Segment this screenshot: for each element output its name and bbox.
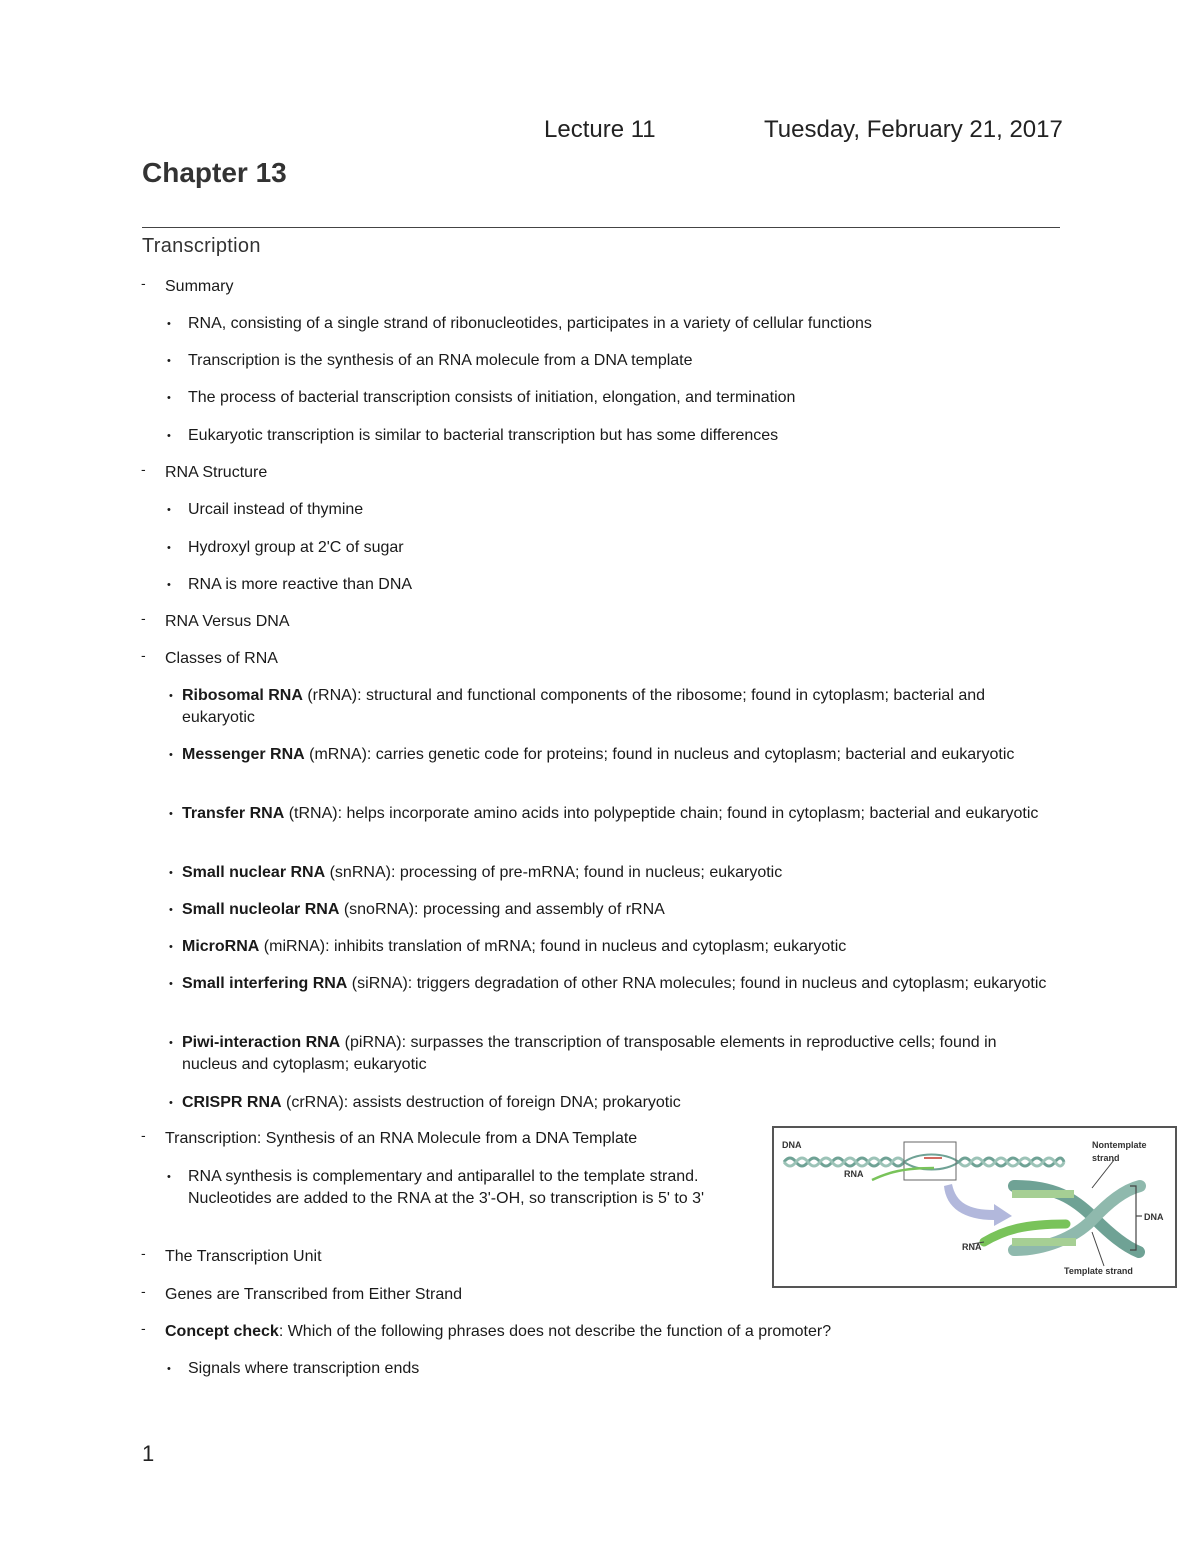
figure-label-dna: DNA — [782, 1140, 802, 1150]
heading-text: RNA Versus DNA — [165, 613, 290, 630]
bullet-marker: • — [169, 690, 173, 702]
bullet-marker: • — [167, 355, 171, 367]
rna-class-name: Messenger RNA — [182, 746, 305, 763]
list-item — [169, 1092, 1052, 1114]
bullet-marker: • — [167, 318, 171, 330]
transcription-figure — [772, 1126, 1177, 1288]
outline-heading-summary — [141, 275, 234, 298]
bullet-marker: • — [169, 978, 173, 990]
rna-class-name: CRISPR RNA — [182, 1094, 282, 1111]
zoom-arrow — [944, 1184, 1012, 1226]
bullet-marker: • — [167, 1171, 171, 1183]
rna-class-name: Piwi-interaction RNA — [182, 1034, 341, 1051]
figure-label-dna-right: DNA — [1144, 1212, 1164, 1222]
rna-class-description: (siRNA): triggers degradation of other RNA molecules; found in nucleus and cytoplasm; eukaryotic — [347, 975, 1047, 992]
list-item-text: RNA is more reactive than DNA — [188, 576, 413, 593]
list-item-text: Eukaryotic transcription is similar to bacterial transcription but has some differences — [188, 427, 779, 444]
transcription-diagram — [774, 1128, 1175, 1286]
outline-heading-concept-check — [141, 1320, 832, 1343]
rna-class-name: Small interfering RNA — [182, 975, 348, 992]
list-item-text: Hydroxyl group at 2'C of sugar — [188, 539, 404, 556]
heading-text: Transcription: Synthesis of an RNA Molecule from a DNA Template — [165, 1130, 638, 1147]
section-title: Transcription — [142, 235, 261, 257]
bullet-marker: • — [167, 542, 171, 554]
list-item-text: RNA synthesis is complementary and antiparallel to the template strand. Nucleotides are added to the RNA at the 3'-OH, so transcription is 5' to 3' — [188, 1168, 705, 1207]
heading-text: RNA Structure — [165, 464, 268, 481]
rna-class-description: (snRNA): processing of pre-mRNA; found in nucleus; eukaryotic — [325, 864, 783, 881]
list-item-text: RNA, consisting of a single strand of ribonucleotides, participates in a variety of cellular functions — [188, 315, 872, 332]
figure-label-rna-large: RNA — [962, 1242, 982, 1252]
rna-class-description: (rRNA): structural and functional components of the ribosome; found in cytoplasm; bacterial and eukaryotic — [182, 687, 986, 726]
bullet-marker: • — [167, 504, 171, 516]
rna-class-description: (miRNA): inhibits translation of mRNA; found in nucleus and cytoplasm; eukaryotic — [259, 938, 847, 955]
heading-text: The Transcription Unit — [165, 1248, 322, 1265]
list-item-text: Urcail instead of thymine — [188, 501, 364, 518]
dash-marker: - — [141, 610, 146, 626]
list-item — [169, 862, 1052, 884]
dash-marker: - — [141, 275, 146, 291]
dash-marker: - — [141, 647, 146, 663]
outline-heading-classes-of-rna — [141, 647, 278, 670]
nucleotide-row — [1012, 1238, 1076, 1246]
list-item — [169, 973, 1052, 995]
list-item — [169, 744, 1052, 766]
list-item-text: The process of bacterial transcription consists of initiation, elongation, and termination — [188, 389, 796, 406]
rna-class-name: Small nucleolar RNA — [182, 901, 340, 918]
figure-label-strand: strand — [1092, 1153, 1120, 1163]
list-item — [167, 387, 796, 409]
bullet-marker: • — [167, 1363, 171, 1375]
dash-marker: - — [141, 1245, 146, 1261]
figure-label-rna-small: RNA — [844, 1169, 864, 1179]
bullet-marker: • — [169, 808, 173, 820]
list-item — [167, 425, 779, 447]
heading-text: Summary — [165, 278, 234, 295]
outline-heading-transcription-unit — [141, 1245, 322, 1268]
rna-class-description: (mRNA): carries genetic code for proteins; found in nucleus and cytoplasm; bacterial and eukaryotic — [304, 746, 1015, 763]
list-item — [167, 350, 693, 372]
outline-heading-synthesis — [141, 1127, 638, 1150]
list-item — [167, 537, 404, 559]
rna-class-description: (crRNA): assists destruction of foreign DNA; prokaryotic — [281, 1094, 681, 1111]
leader-line — [1092, 1232, 1104, 1266]
bullet-marker: • — [169, 1097, 173, 1109]
bullet-marker: • — [169, 749, 173, 761]
list-item-text: Transcription is the synthesis of an RNA molecule from a DNA template — [188, 352, 693, 369]
outline-heading-rna-structure — [141, 461, 268, 484]
leader-line — [1092, 1160, 1114, 1188]
list-item — [169, 899, 1052, 921]
list-item-text: Signals where transcription ends — [188, 1360, 420, 1377]
bullet-marker: • — [167, 392, 171, 404]
title-divider — [142, 227, 1060, 228]
lecture-date: Tuesday, February 21, 2017 — [764, 116, 1063, 143]
bullet-marker: • — [169, 904, 173, 916]
bullet-marker: • — [169, 941, 173, 953]
bullet-marker: • — [169, 867, 173, 879]
list-item — [167, 1358, 420, 1380]
list-item — [167, 499, 364, 521]
bullet-marker: • — [167, 579, 171, 591]
zoom-box — [904, 1142, 956, 1180]
list-item — [169, 803, 1052, 825]
page-number: 1 — [142, 1441, 155, 1466]
list-item — [169, 936, 1052, 958]
heading-text: Classes of RNA — [165, 650, 278, 667]
concept-check-label: Concept check — [165, 1323, 279, 1340]
rna-class-name: Transfer RNA — [182, 805, 285, 822]
list-item — [167, 313, 872, 335]
rna-class-description: (tRNA): helps incorporate amino acids into polypeptide chain; found in cytoplasm; bacterial and eukaryotic — [284, 805, 1039, 822]
outline-heading-either-strand — [141, 1283, 463, 1306]
dash-marker: - — [141, 1320, 146, 1336]
bullet-marker: • — [169, 1037, 173, 1049]
dash-marker: - — [141, 1283, 146, 1299]
bullet-marker: • — [167, 430, 171, 442]
figure-label-nontemplate: Nontemplate — [1092, 1140, 1147, 1150]
concept-check-question: : Which of the following phrases does not describe the function of a promoter? — [278, 1323, 832, 1340]
nucleotide-row — [1012, 1190, 1074, 1198]
list-item — [167, 574, 413, 596]
dash-marker: - — [141, 461, 146, 477]
rna-class-name: Small nuclear RNA — [182, 864, 326, 881]
chapter-title: Chapter 13 — [142, 157, 287, 188]
rna-class-description: (snoRNA): processing and assembly of rRNA — [339, 901, 665, 918]
list-item — [169, 1032, 1052, 1076]
rna-class-name: MicroRNA — [182, 938, 260, 955]
lecture-number: Lecture 11 — [544, 116, 656, 143]
heading-text: Genes are Transcribed from Either Strand — [165, 1286, 463, 1303]
list-item — [169, 685, 1052, 729]
rna-class-description: (piRNA): surpasses the transcription of transposable elements in reproductive cells; found in nucleus and cytoplasm; eukaryotic — [182, 1034, 997, 1073]
rna-class-name: Ribosomal RNA — [182, 687, 303, 704]
figure-label-template: Template strand — [1064, 1266, 1133, 1276]
outline-heading-rna-vs-dna — [141, 610, 290, 633]
dash-marker: - — [141, 1127, 146, 1143]
list-item — [167, 1166, 757, 1210]
